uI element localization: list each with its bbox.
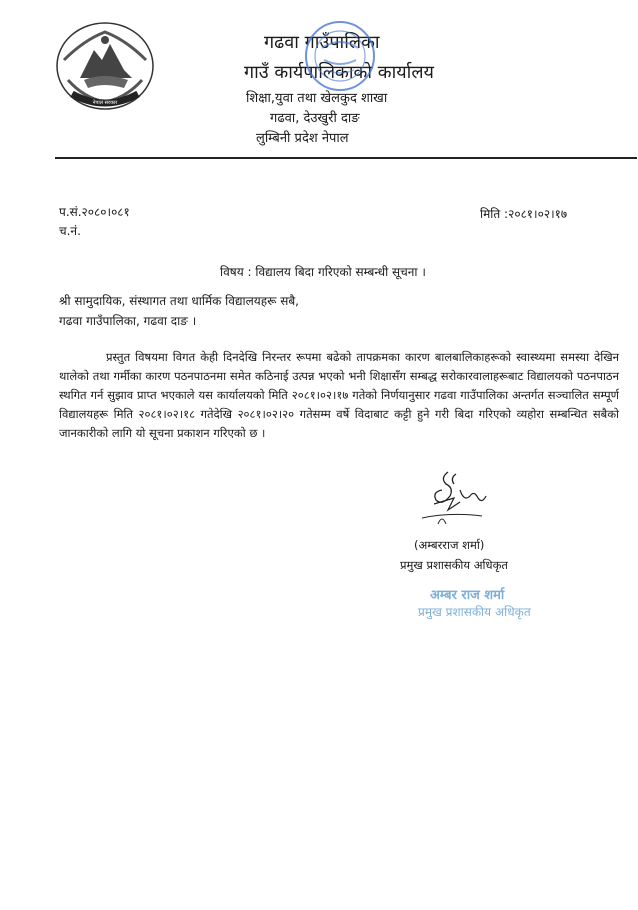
header-divider [55,157,637,159]
palika-name: गढवा गाउँपालिका [264,32,380,53]
letter-subject: विषय : विद्यालय बिदा गरिएको सम्बन्धी सूचना । [220,265,426,279]
province-name: लुम्बिनी प्रदेश नेपाल [256,131,349,146]
office-address: गढवा, देउखुरी दाङ [270,111,360,126]
signer-name: (अम्बरराज शर्मा) [414,538,485,552]
handwritten-signature-icon [420,466,492,528]
office-name: गाउँ कार्यपालिकाको कार्यालय [244,62,434,83]
reference-number: प.सं.२०८०।०८१ [59,205,130,219]
chalani-number: च.नं. [59,224,81,238]
letter-date: मिति :२०८१।०२।१७ [480,207,568,221]
signer-title: प्रमुख प्रशासकीय अधिकृत [400,558,508,572]
seal-title: प्रमुख प्रशासकीय अधिकृत [418,605,531,619]
svg-text:नेपाल सरकार: नेपाल सरकार [92,100,118,106]
branch-name: शिक्षा,युवा तथा खेलकुद शाखा [246,91,388,106]
nepal-emblem-icon [54,20,156,112]
seal-name: अम्बर राज शर्मा [430,588,505,603]
addressee-line-2: गढवा गाउँपालिका, गढवा दाङ । [59,314,197,328]
letter-body: प्रस्तुत विषयमा विगत केही दिनदेखि निरन्तर रूपमा बढेको तापक्रमका कारण बालबालिकाहरूको स्वास्थ्यमा समस्या देखिन थालेको तथा गर्मीका कारण पठनपाठनमा समेत कठिनाई उत्पन्न भएको भनी शिक्षासँग सम्बद्ध सरोकारवालाहरूबाट विद्यालयको पठनपाठन स्थगित गर्न सुझाव प्राप्त भएकाले यस कार्यालयको मिति २०८१।०२।१७ गतेको निर्णयानुसार गढवा गाउँपालिका अन्तर्गत सञ्चालित सम्पूर्ण विद्यालयहरू मिति २०८१।०२।१८ गतेदेखि २०८१।०२।२० गतेसम्म वर्षे विदाबाट कट्टी हुने गरी बिदा गरिएको व्यहोरा सम्बन्धित सबैको जानकारीको लागि यो सूचना प्रकाशन गरिएको छ । [59,350,619,440]
round-office-stamp-icon [302,18,378,94]
addressee-line-1: श्री सामुदायिक, संस्थागत तथा धार्मिक विद्यालयहरू सबै, [59,294,300,308]
